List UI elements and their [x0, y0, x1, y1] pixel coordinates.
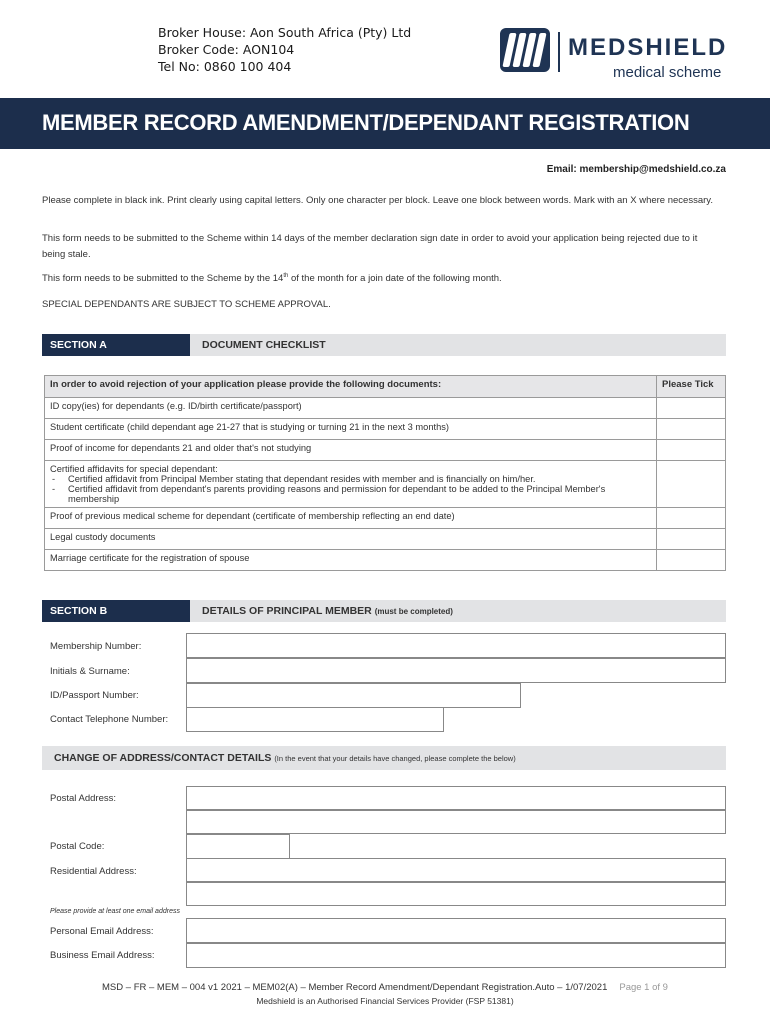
checklist-item: Marriage certificate for the registration of spouse: [45, 550, 657, 571]
checklist-item: Student certificate (child dependant age 21-27 that is studying or turning 21 in the next 3 months): [45, 419, 657, 440]
medshield-logo: [500, 28, 750, 84]
broker-house: Broker House: Aon South Africa (Pty) Ltd: [158, 25, 412, 40]
page-footer: [0, 982, 770, 1006]
postal-address-field-line1[interactable]: [186, 786, 726, 810]
table-row: [45, 508, 726, 529]
personal-email-field[interactable]: [186, 918, 726, 943]
affidavit-item: - Certified affidavit from dependant's parents providing reasons and permission for dependant to be added to the Principal Member's membership: [50, 484, 651, 504]
checklist-item-affidavit: [45, 461, 657, 508]
table-row: [45, 550, 726, 571]
page-title: MEMBER RECORD AMENDMENT/DEPENDANT REGISTRATION: [42, 110, 690, 135]
tick-box[interactable]: [657, 550, 726, 571]
table-row: [45, 440, 726, 461]
checklist-item: Legal custody documents: [45, 529, 657, 550]
table-row: [45, 461, 726, 508]
section-a-header: [42, 334, 726, 356]
initials-surname-field[interactable]: [186, 658, 726, 683]
tick-box[interactable]: [657, 419, 726, 440]
broker-info: [158, 24, 411, 75]
id-passport-field[interactable]: [186, 683, 521, 708]
checklist-item: Proof of previous medical scheme for dependant (certificate of membership reflecting an end date): [45, 508, 657, 529]
change-address-header: [42, 746, 726, 770]
section-a-title: DOCUMENT CHECKLIST: [202, 339, 326, 351]
postal-address-label: Postal Address:: [50, 793, 117, 804]
checklist-header: In order to avoid rejection of your application please provide the following documents:: [45, 376, 657, 398]
footer-fsp-note: Medshield is an Authorised Financial Services Provider (FSP 51381): [256, 996, 514, 1006]
page-number: Page 1 of 9: [619, 982, 668, 993]
postal-address-field-line2[interactable]: [186, 810, 726, 834]
affidavit-item: - Certified affidavit from Principal Member stating that dependant resides with member and is financially on him/her.: [50, 474, 651, 484]
membership-number-field[interactable]: [186, 633, 726, 658]
residential-address-field-line2[interactable]: [186, 882, 726, 906]
residential-address-field-line1[interactable]: [186, 858, 726, 882]
tick-box[interactable]: [657, 440, 726, 461]
business-email-label: Business Email Address:: [50, 950, 155, 961]
checklist-item: ID copy(ies) for dependants (e.g. ID/birth certificate/passport): [45, 398, 657, 419]
table-row: [45, 529, 726, 550]
checklist-item: Proof of income for dependants 21 and older that's not studying: [45, 440, 657, 461]
broker-code: Broker Code: AON104: [158, 42, 295, 57]
tick-box[interactable]: [657, 529, 726, 550]
table-row: [45, 398, 726, 419]
title-bar: [0, 98, 770, 149]
contact-telephone-field[interactable]: [186, 707, 444, 732]
postal-code-label: Postal Code:: [50, 841, 105, 852]
business-email-field[interactable]: [186, 943, 726, 968]
section-a-tag: SECTION A: [42, 334, 190, 356]
table-row: [45, 419, 726, 440]
instruction-join-date: This form needs to be submitted to the Scheme by the 14th of the month for a join date of the following month.: [42, 273, 502, 285]
initials-surname-label: Initials & Surname:: [50, 666, 130, 677]
id-passport-label: ID/Passport Number:: [50, 690, 139, 701]
instruction-deadline: This form needs to be submitted to the Scheme within 14 days of the member declaration sign date in order to avoid your application being rejected due to it being stale.: [42, 233, 698, 260]
contact-telephone-label: Contact Telephone Number:: [50, 714, 169, 725]
membership-number-label: Membership Number:: [50, 641, 142, 652]
instruction-special: SPECIAL DEPENDANTS ARE SUBJECT TO SCHEME APPROVAL.: [42, 299, 331, 310]
medshield-logo-icon: [500, 28, 550, 72]
instruction-ink: Please complete in black ink. Print clearly using capital letters. Only one character per block. Leave one block between words. Mark with an X where necessary.: [42, 195, 713, 206]
section-b-header: [42, 600, 726, 622]
tick-box[interactable]: [657, 508, 726, 529]
document-checklist: [44, 375, 726, 571]
email-requirement-note: Please provide at least one email address: [50, 908, 180, 915]
checklist-tick-header: Please Tick: [657, 376, 726, 398]
tick-box[interactable]: [657, 461, 726, 508]
logo-subtitle: medical scheme: [613, 64, 722, 81]
broker-tel: Tel No: 0860 100 404: [158, 59, 292, 74]
residential-address-label: Residential Address:: [50, 866, 137, 877]
personal-email-label: Personal Email Address:: [50, 926, 154, 937]
logo-name: MEDSHIELD: [568, 34, 728, 61]
section-b-title: DETAILS OF PRINCIPAL MEMBER (must be completed): [202, 605, 453, 617]
section-b-tag: SECTION B: [42, 600, 190, 622]
affidavit-title: Certified affidavits for special dependant:: [50, 464, 218, 474]
logo-divider: [558, 32, 560, 72]
change-address-title: CHANGE OF ADDRESS/CONTACT DETAILS (In the event that your details have changed, please complete the below): [54, 752, 516, 764]
tick-box[interactable]: [657, 398, 726, 419]
postal-code-field[interactable]: [186, 834, 290, 859]
contact-email: Email: membership@medshield.co.za: [546, 164, 726, 175]
footer-reference: MSD – FR – MEM – 004 v1 2021 – MEM02(A) – Member Record Amendment/Dependant Registration.Auto – 1/07/2021 Page 1 of 9: [102, 982, 668, 993]
